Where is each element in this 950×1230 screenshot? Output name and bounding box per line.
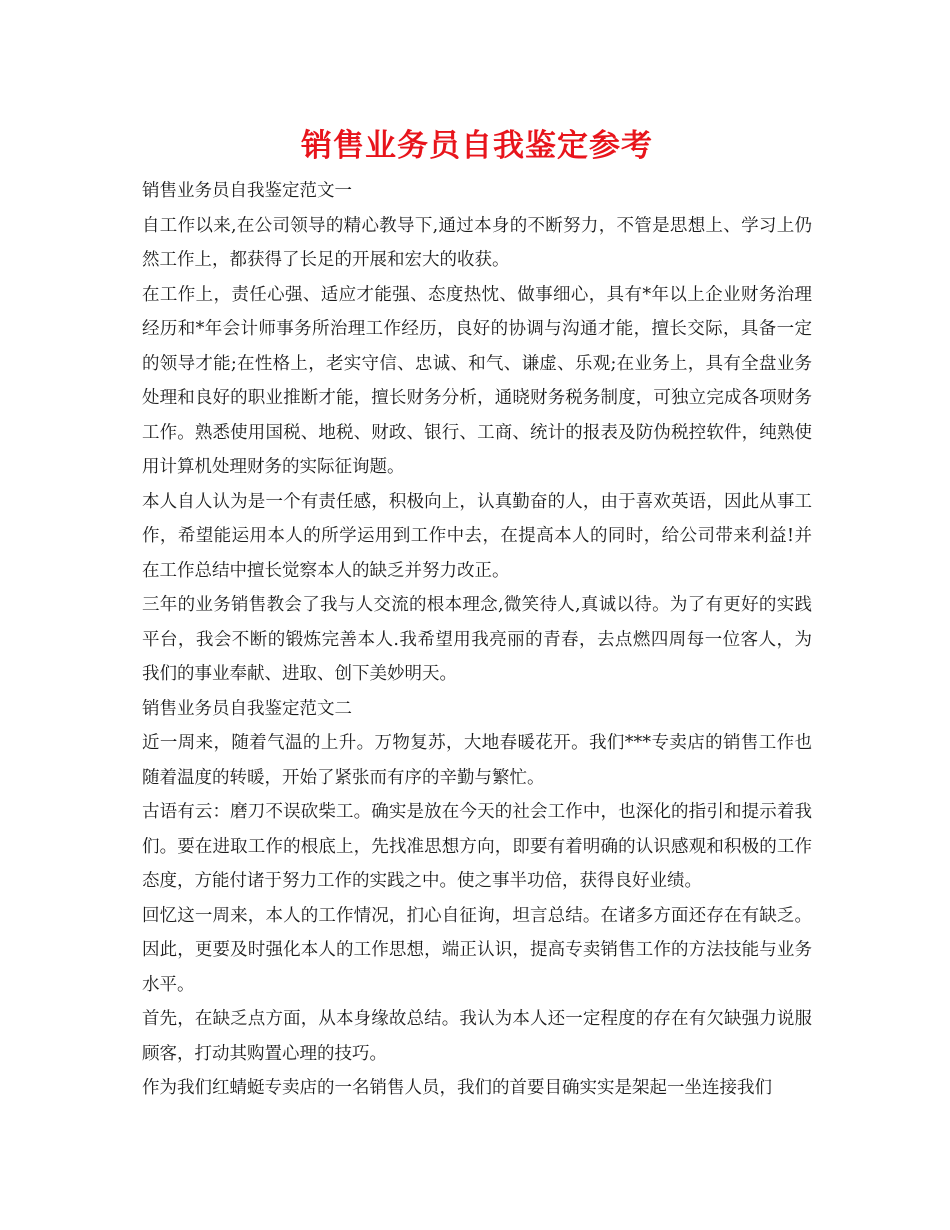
document-page — [142, 118, 812, 1106]
paragraph: 古语有云：磨刀不误砍柴工。确实是放在今天的社会工作中，也深化的指引和提示着我们。要在进取工作的根底上，先找准思想方向，即要有着明确的认识感观和积极的工作态度，方能付诸于努力工作的实践之中。使之事半功倍，获得良好业绩。 — [142, 802, 812, 891]
paragraph: 本人自人认为是一个有责任感，积极向上，认真勤奋的人，由于喜欢英语，因此从事工作，希望能运用本人的所学运用到工作中去，在提高本人的同时，给公司带来利益!并在工作总结中擅长觉察本人的缺乏并努力改正。 — [142, 491, 812, 581]
paragraph: 在工作上，责任心强、适应才能强、态度热忱、做事细心，具有*年以上企业财务治理经历和*年会计师事务所治理工作经历，良好的协调与沟通才能，擅长交际，具备一定的领导才能;在性格上，老实守信、忠诚、和气、谦虚、乐观;在业务上，具有全盘业务处理和良好的职业推断才能，擅长财务分析，通晓财务税务制度，可独立完成各项财务工作。熟悉使用国税、地税、财政、银行、工商、统计的报表及防伪税控软件，纯熟使用计算机处理财务的实际征询题。 — [142, 284, 812, 477]
paragraph: 自工作以来,在公司领导的精心教导下,通过本身的不断努力，不管是思想上、学习上仍然工作上，都获得了长足的开展和宏大的收获。 — [142, 215, 812, 270]
section-heading-1: 销售业务员自我鉴定范文一 — [142, 181, 352, 201]
paragraph: 作为我们红蜻蜓专卖店的一名销售人员，我们的首要目确实实是架起一坐连接我们 — [142, 1078, 772, 1098]
paragraph: 回忆这一周来，本人的工作情况，扪心自征询，坦言总结。在诸多方面还存在有缺乏。因此，更要及时强化本人的工作思想，端正认识，提高专卖销售工作的方法技能与业务水平。 — [142, 905, 812, 995]
paragraph: 三年的业务销售教会了我与人交流的根本理念,微笑待人,真诚以待。为了有更好的实践平台，我会不断的锻炼完善本人.我希望用我亮丽的青春，去点燃四周每一位客人，为我们的事业奉献、进取、创下美妙明天。 — [142, 595, 812, 684]
paragraph: 近一周来，随着气温的上升。万物复苏，大地春暖花开。我们***专卖店的销售工作也随着温度的转暖，开始了紧张而有序的辛勤与繁忙。 — [142, 733, 812, 788]
paragraph: 首先，在缺乏点方面，从本身缘故总结。我认为本人还一定程度的存在有欠缺强力说服顾客，打动其购置心理的技巧。 — [142, 1009, 812, 1064]
section-heading-2: 销售业务员自我鉴定范文二 — [142, 698, 352, 719]
document-title: 销售业务员自我鉴定参考 — [301, 128, 653, 164]
